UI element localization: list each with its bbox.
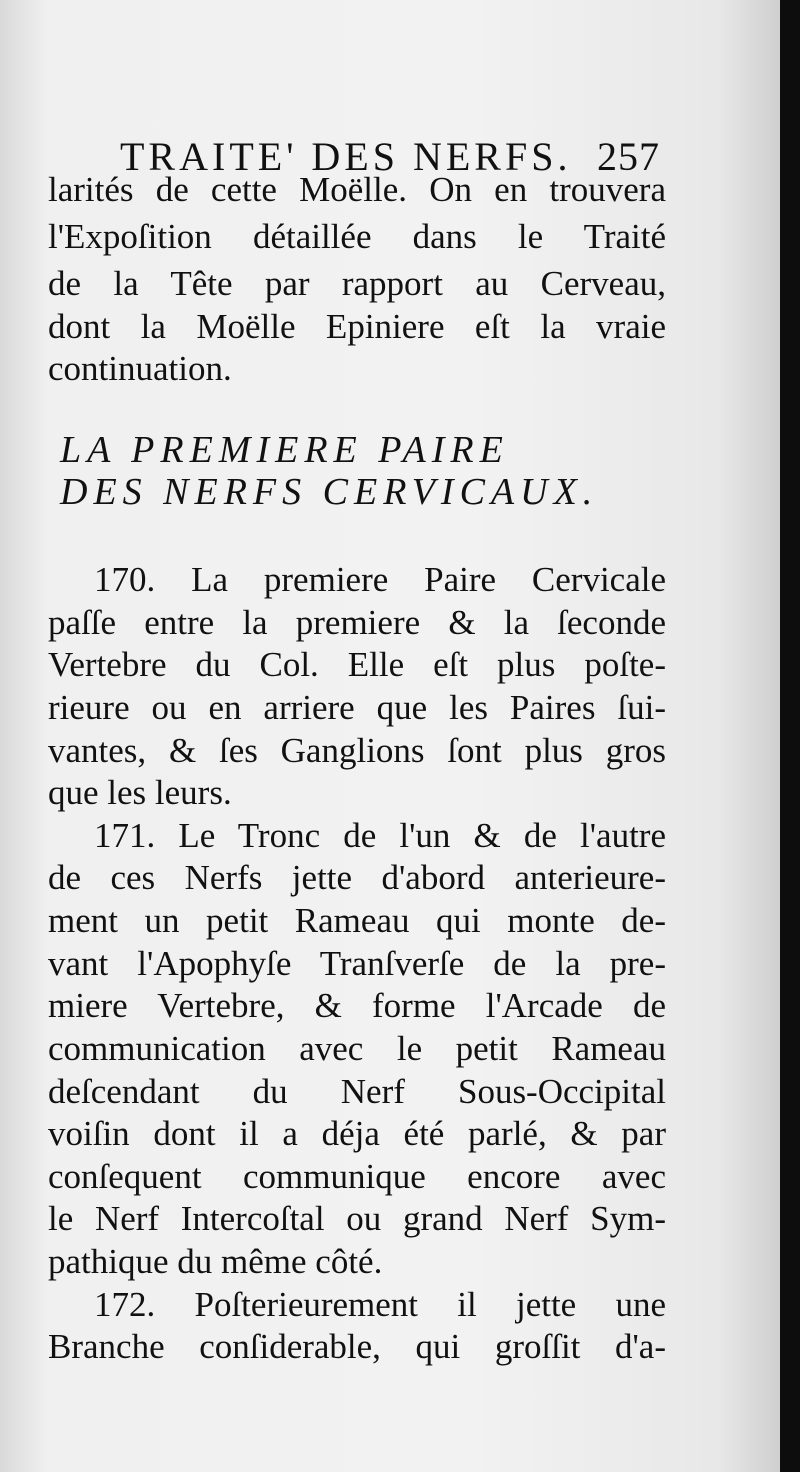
- paragraph-170-line: vantes, & ſes Ganglions ſont plus gros: [48, 731, 666, 770]
- text-line: de la Tête par rapport au Cerveau,: [48, 264, 666, 303]
- paragraph-170-line: 170. La premiere Paire Cervicale: [94, 560, 666, 599]
- paragraph-171-line: deſcendant du Nerf Sous-Occipital: [48, 1072, 666, 1111]
- paragraph-171-line: pathique du même côté.: [48, 1242, 383, 1281]
- paragraph-171-line: communication avec le petit Rameau: [48, 1029, 666, 1068]
- running-title: TRAITE' DES NERFS.: [120, 134, 572, 179]
- paragraph-172-line: 172. Poſterieurement il jette une: [94, 1285, 666, 1324]
- text-line: l'Expoſition détaillée dans le Traité: [48, 217, 666, 256]
- paragraph-170-line: paſſe entre la premiere & la ſeconde: [48, 603, 666, 642]
- paragraph-170-line: Vertebre du Col. Elle eſt plus poſte-: [48, 645, 666, 684]
- text-line: continuation.: [48, 349, 232, 388]
- paragraph-171-line: ment un petit Rameau qui monte de-: [48, 901, 666, 940]
- paragraph-171-line: conſequent communique encore avec: [48, 1157, 666, 1196]
- paragraph-171-line: de ces Nerfs jette d'abord anterieure-: [48, 858, 666, 897]
- page-number: 257: [597, 134, 660, 179]
- paragraph-170-line: que les leurs.: [48, 773, 232, 812]
- paragraph-171-line: 171. Le Tronc de l'un & de l'autre: [94, 816, 666, 855]
- paragraph-170-line: rieure ou en arriere que les Paires ſui-: [48, 688, 666, 727]
- paragraph-171-line: le Nerf Intercoſtal ou grand Nerf Sym-: [48, 1199, 666, 1238]
- paragraph-171-line: voiſin dont il a déja été parlé, & par: [48, 1114, 666, 1153]
- page-edge-shadow: [780, 0, 800, 1472]
- paragraph-171-line: vant l'Apophyſe Tranſverſe de la pre-: [48, 944, 666, 983]
- section-heading-line-1: LA PREMIERE PAIRE: [60, 429, 509, 471]
- paragraph-171-line: miere Vertebre, & forme l'Arcade de: [48, 986, 666, 1025]
- text-line: larités de cette Moëlle. On en trouvera: [48, 170, 666, 209]
- text-line: dont la Moëlle Epiniere eſt la vraie: [48, 307, 666, 346]
- section-heading-line-2: DES NERFS CERVICAUX.: [60, 471, 599, 513]
- paragraph-172-line: Branche conſiderable, qui groſſit d'a-: [48, 1327, 666, 1366]
